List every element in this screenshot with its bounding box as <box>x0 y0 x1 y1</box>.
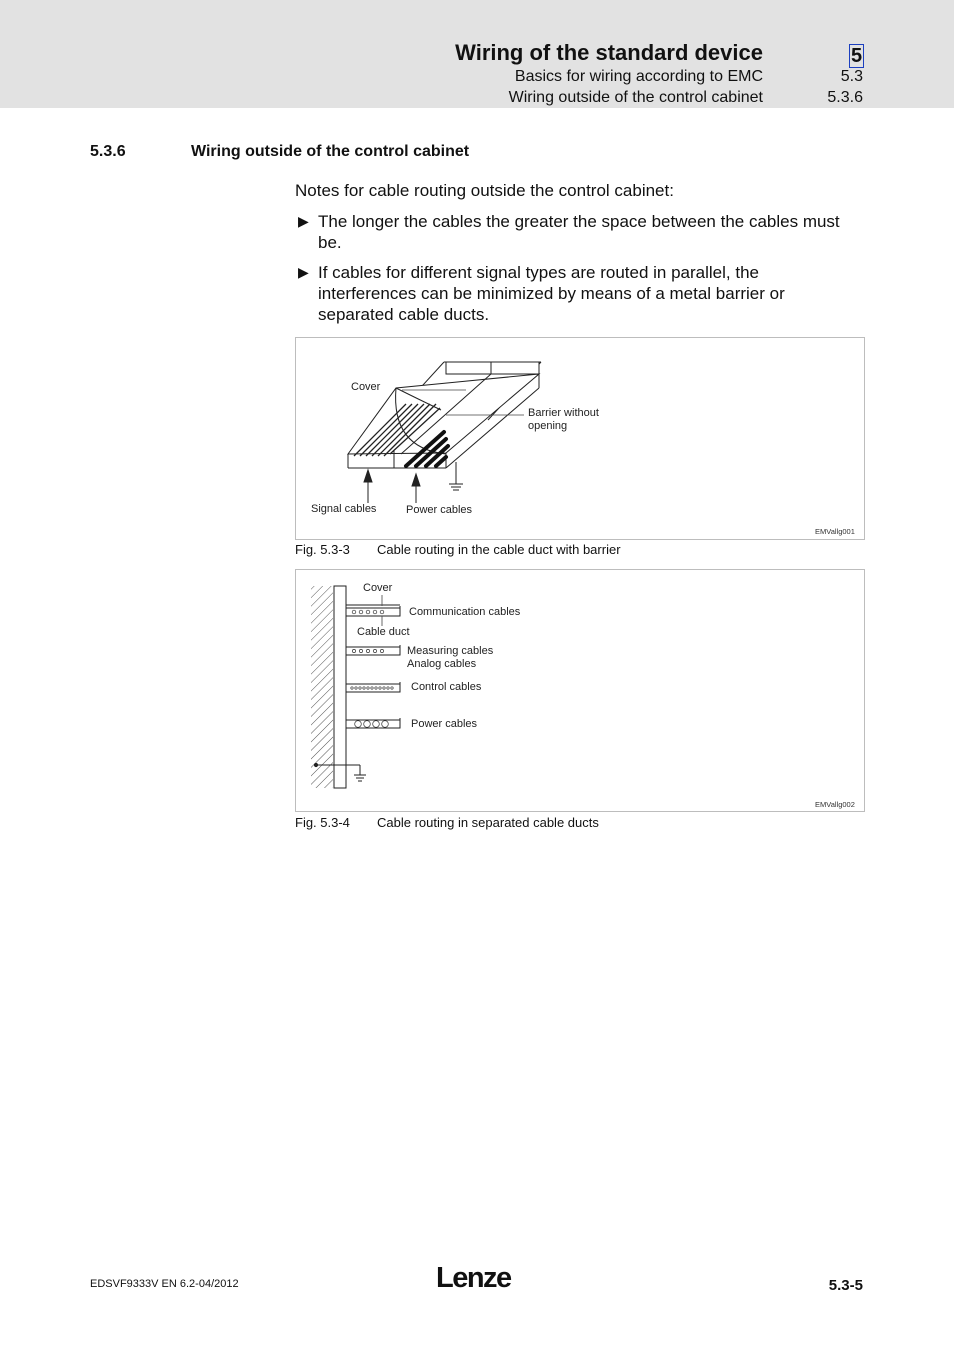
figure-separated-cable-ducts <box>295 569 865 812</box>
figure1-caption <box>295 542 621 557</box>
figure1-caption-number: Fig. 5.3-3 <box>295 542 350 557</box>
figure1-label-power-cables: Power cables <box>406 504 473 516</box>
subsection-title: Wiring outside of the control cabinet <box>508 89 763 106</box>
figure2-label-analog-cables: Analog cables <box>407 658 477 670</box>
chapter-title: Wiring of the standard device <box>455 40 763 65</box>
figure2-label-power-cables: Power cables <box>411 718 478 730</box>
figure2-caption-number: Fig. 5.3-4 <box>295 815 350 830</box>
bullet-text: The longer the cables the greater the space between the cables must be. <box>318 212 840 252</box>
subsection-number: 5.3.6 <box>827 89 863 106</box>
figure2-label-communication-cables: Communication cables <box>409 606 521 618</box>
figure1-label-signal-cables: Signal cables <box>311 503 377 515</box>
figure2-code: EMVallg002 <box>815 800 855 809</box>
intro-text: Notes for cable routing outside the control cabinet: <box>295 181 674 200</box>
figure1-label-barrier-line2: opening <box>528 420 568 432</box>
figure1-label-barrier-line1: Barrier without <box>528 407 599 419</box>
bullet-text: If cables for different signal types are routed in parallel, the interferences can be minimized by means of a metal barrier or separated cable ducts. <box>318 263 785 324</box>
lenze-logo: Lenze <box>436 1262 511 1294</box>
figure2-label-measuring-cables: Measuring cables <box>407 645 494 657</box>
page-number: 5.3-5 <box>828 1277 863 1294</box>
section-number: 5.3 <box>840 68 863 85</box>
figure2-label-cable-duct: Cable duct <box>357 626 410 638</box>
chapter-number-badge[interactable]: 5 <box>850 45 863 67</box>
figure2-label-cover: Cover <box>363 582 393 594</box>
footer-document-id: EDSVF9333V EN 6.2-04/2012 <box>90 1278 239 1290</box>
section-title: Basics for wiring according to EMC <box>514 68 763 85</box>
figure2-caption <box>295 815 599 830</box>
figure2-caption-text: Cable routing in separated cable ducts <box>377 815 599 830</box>
section-heading-title: Wiring outside of the control cabinet <box>191 143 470 160</box>
figure1-code: EMVallg001 <box>815 527 855 536</box>
figure2-label-control-cables: Control cables <box>411 681 482 693</box>
figure1-caption-text: Cable routing in the cable duct with barrier <box>377 542 621 557</box>
figure-cable-duct-with-barrier <box>295 337 865 540</box>
bullet-item <box>298 211 858 253</box>
right-triangle-icon: ▶ <box>298 213 309 229</box>
section-heading-number: 5.3.6 <box>90 143 126 160</box>
cable-duct-barrier-illustration <box>296 338 864 539</box>
bullet-item <box>298 262 858 325</box>
right-triangle-icon: ▶ <box>298 264 309 280</box>
separated-ducts-illustration <box>296 570 864 811</box>
figure1-label-cover: Cover <box>351 381 381 393</box>
